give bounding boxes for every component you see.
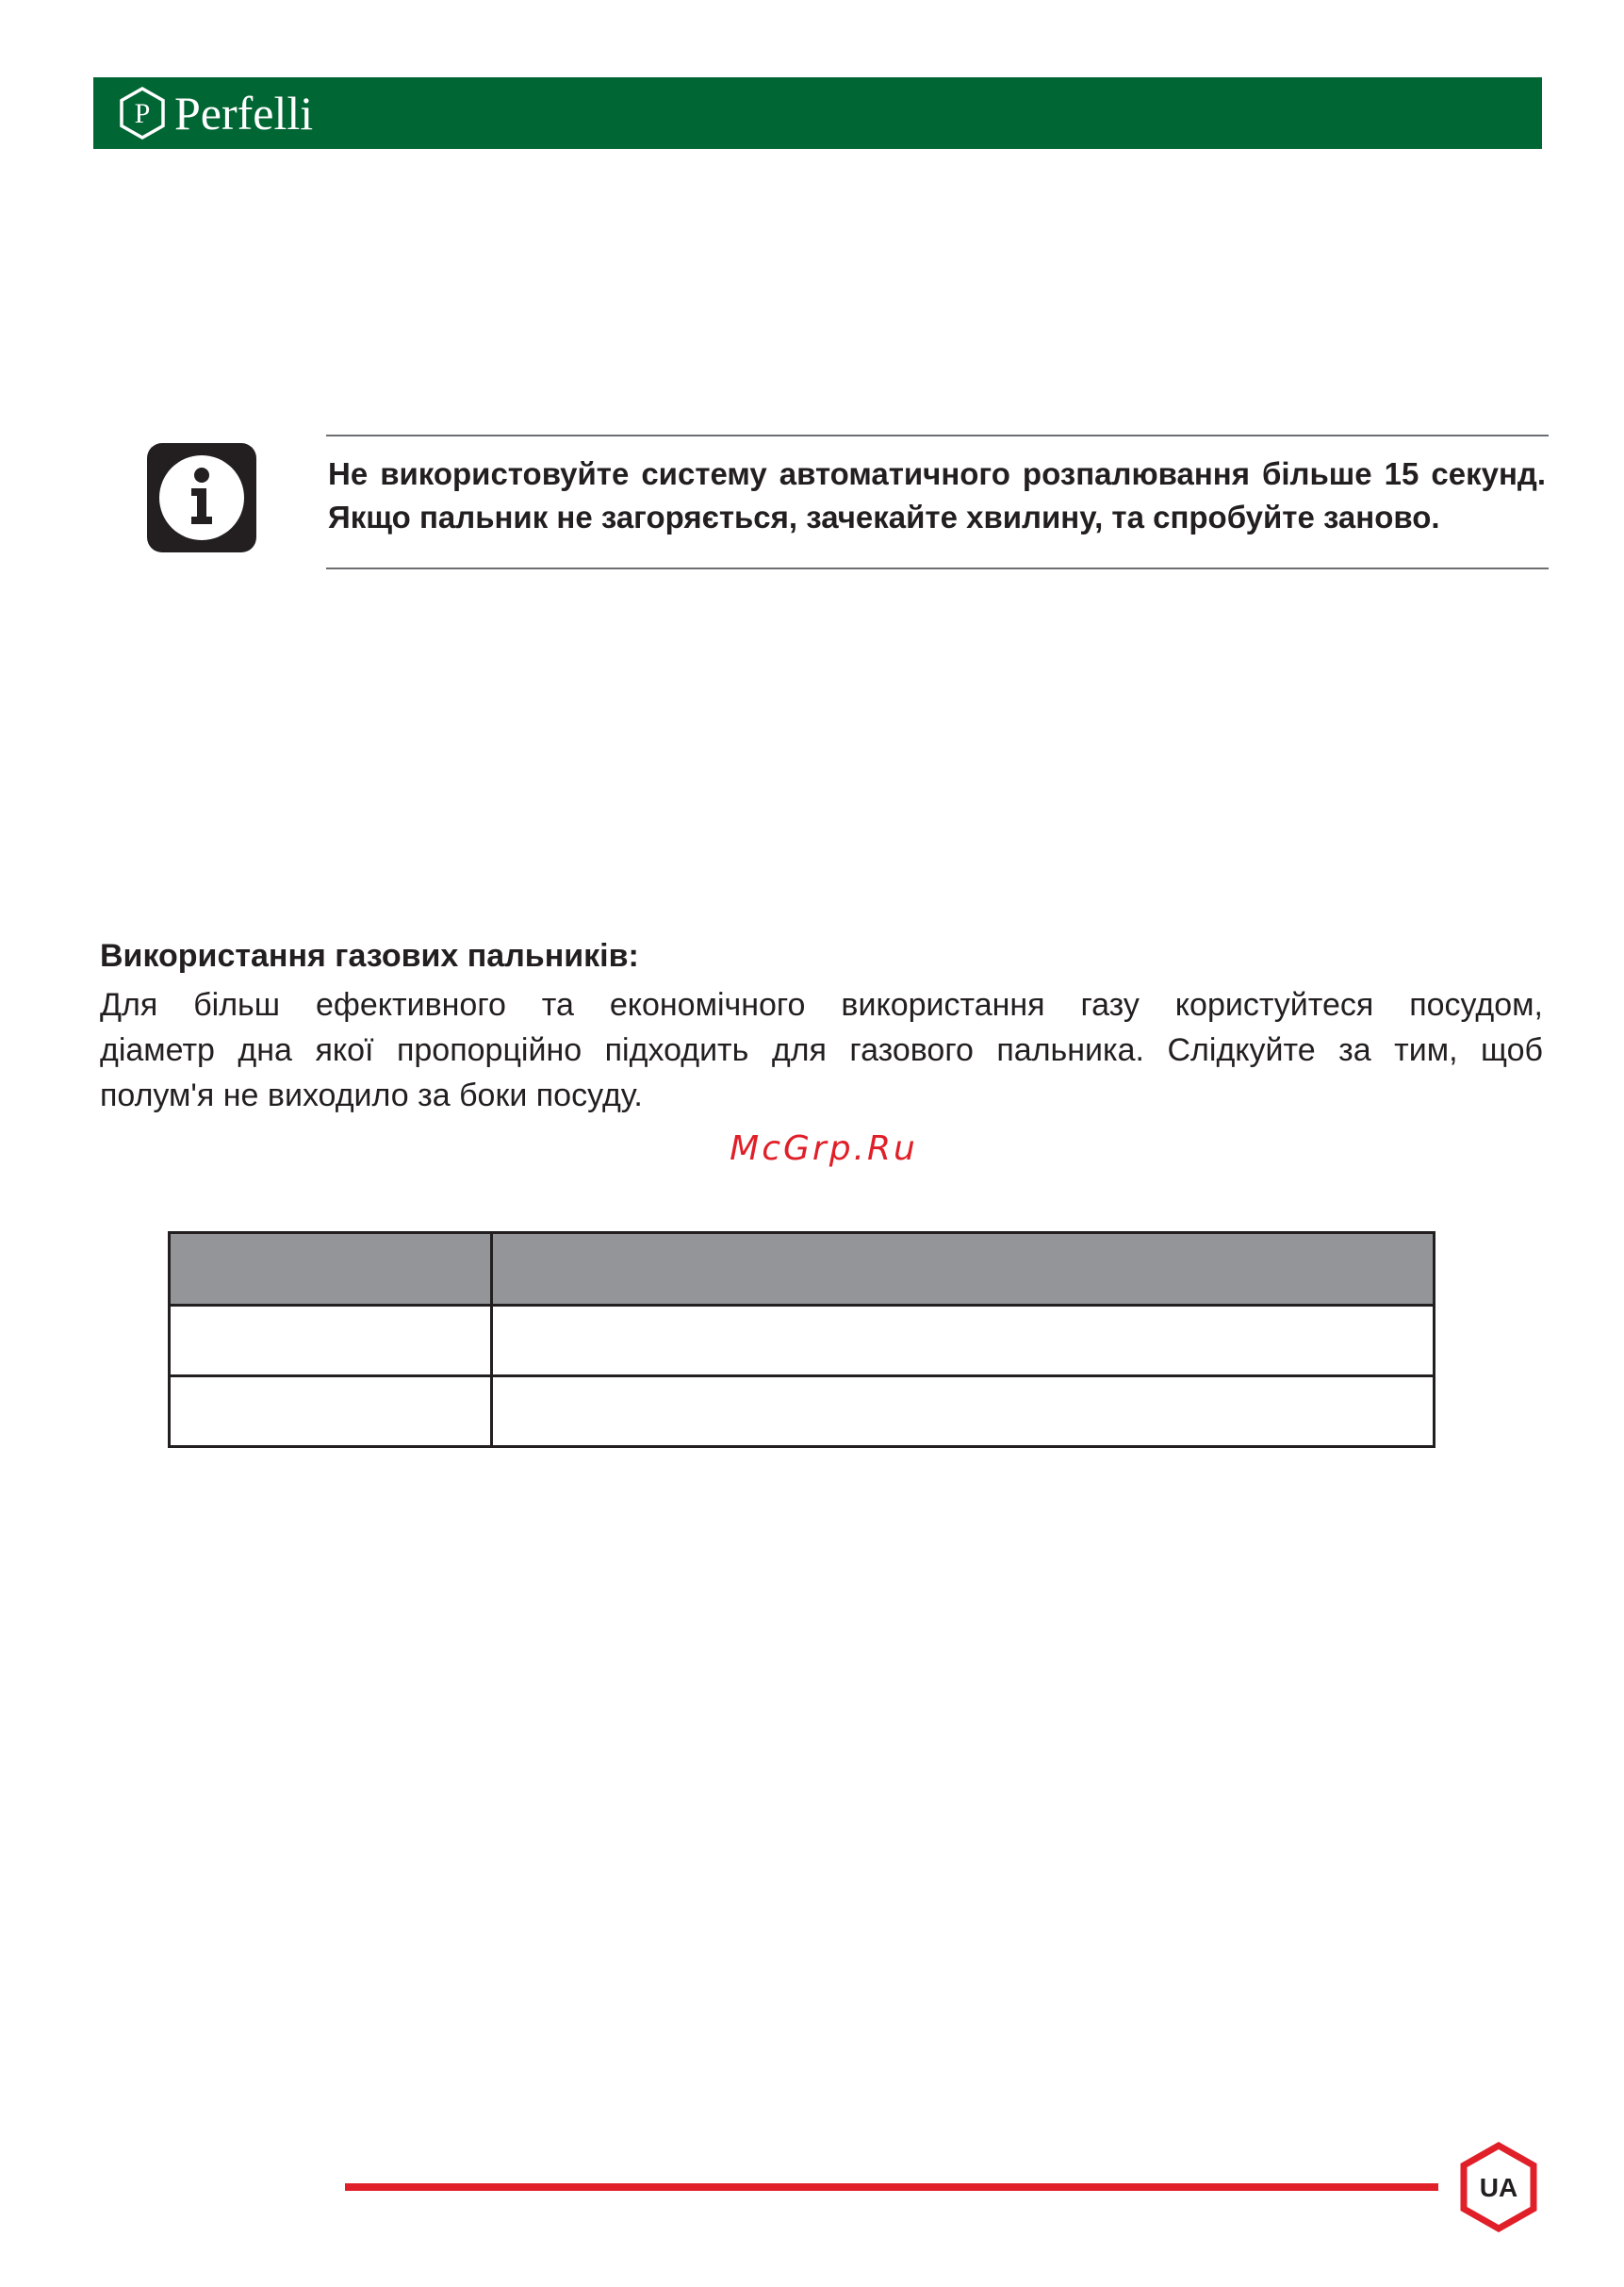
- table-row: [170, 1376, 1435, 1447]
- body-line-1: Для більш ефективного та економічного використання газу користуйтеся посудом,: [100, 987, 1543, 1023]
- body-line-2: діаметр дна якої пропорційно підходить для газового пальника. Слідкуйте за тим, щоб: [100, 1032, 1543, 1068]
- note-top-rule: [326, 435, 1549, 436]
- watermark: McGrp.Ru: [730, 1129, 918, 1168]
- table-header-cell: [492, 1233, 1435, 1306]
- body-line-3: полум'я не виходило за боки посуду.: [100, 1078, 643, 1113]
- note-line-1: Не використовуйте систему автоматичного розпалювання більше 15 секунд.: [328, 456, 1546, 491]
- brand-name: Perfelli: [174, 87, 314, 140]
- header-bar: [93, 77, 1542, 149]
- note-bottom-rule: [326, 568, 1549, 569]
- note-line-2: Якщо пальник не загоряється, зачекайте хвилину, та спробуйте заново.: [328, 500, 1440, 535]
- table-row: [170, 1306, 1435, 1376]
- table-cell: [170, 1376, 492, 1447]
- perfelli-logo-icon: [118, 87, 167, 140]
- table-header-cell: [170, 1233, 492, 1306]
- section-body: [100, 982, 1543, 1118]
- info-icon: [147, 443, 256, 552]
- warning-note: [328, 452, 1546, 539]
- table-cell: [170, 1306, 492, 1376]
- language-code: UA: [1479, 2173, 1518, 2202]
- logo-letter: P: [134, 98, 151, 129]
- footer-line: [345, 2183, 1438, 2191]
- language-badge: [1459, 2142, 1538, 2232]
- table-cell: [492, 1376, 1435, 1447]
- brand-logo: [118, 87, 313, 140]
- table-cell: [492, 1306, 1435, 1376]
- table-header-row: [170, 1233, 1435, 1306]
- section-heading: Використання газових пальників:: [100, 938, 639, 974]
- burner-table: [168, 1231, 1435, 1448]
